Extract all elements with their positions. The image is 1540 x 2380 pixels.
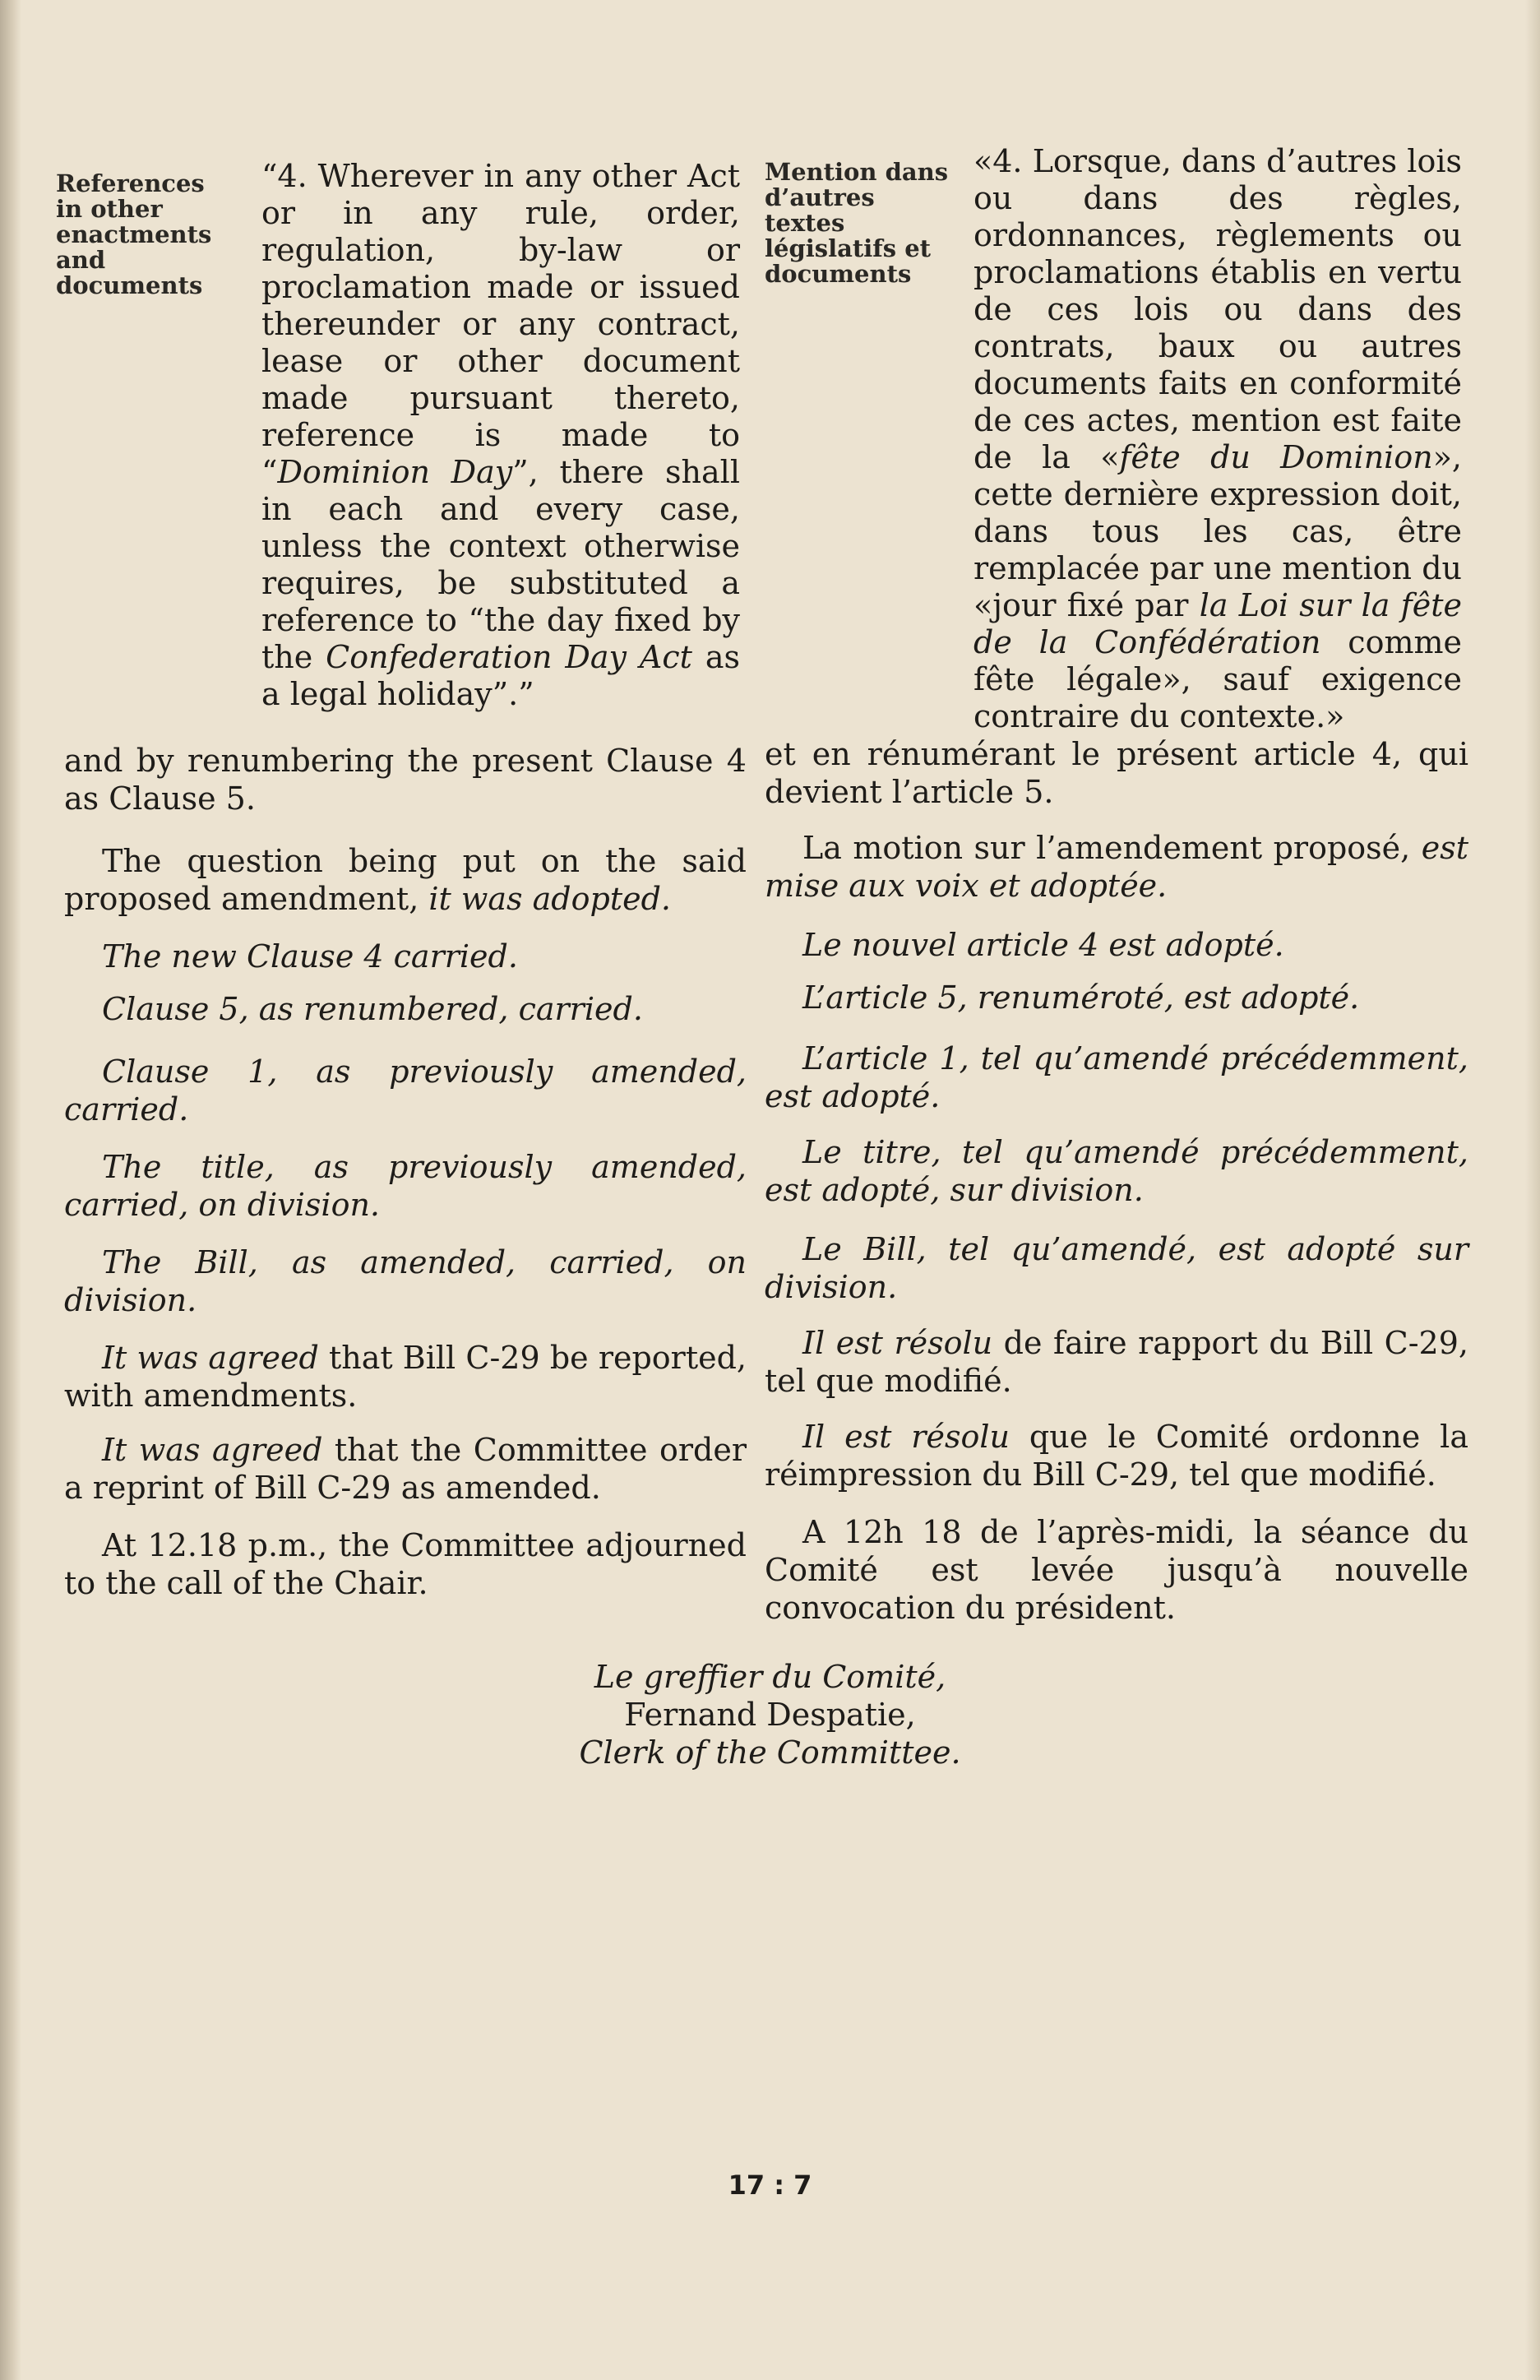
english-adjourned-paragraph: At 12.18 p.m., the Committee adjourned to the call of the Chair. [64,1527,747,1601]
english-question-text: The question being put on the said proposed amendment, [64,843,747,917]
signature-title-english: Clerk of the Committee. [579,1734,961,1771]
french-article-4-quote [973,143,1462,735]
english-agreed-prefix-2: It was agreed [102,1432,323,1468]
french-quote-text-3: comme fête légale», sauf exigence contraire du contexte.» [973,624,1463,734]
french-question-paragraph [765,829,1468,905]
english-quote-italic-2: Confederation Day Act [326,639,692,675]
english-margin-note: References in other enactments and documents [56,169,212,299]
french-adjourned-paragraph: A 12h 18 de l’après-midi, la séance du Comité est levée jusqu’à nouvelle convocation du président. [765,1514,1468,1626]
english-agreed-text-1: that Bill C-29 be reported, with amendments. [64,1340,747,1414]
english-bill-carried: The Bill, as amended, carried, on division. [64,1244,747,1318]
page-binding-shadow [0,0,21,2380]
page-number: 17 : 7 [728,2169,812,2201]
english-agreed-prefix-1: It was agreed [102,1340,319,1376]
french-quote-text-2: », cette dernière expression doit, dans tous les cas, être remplacée par une mention du «jour fixé par [973,439,1463,623]
english-clause-1-carried: Clause 1, as previously amended, carried. [64,1053,747,1127]
french-question-text: La motion sur l’amendement proposé, [802,830,1422,866]
french-clause-1-carried: L’article 1, tel qu’amendé précédemment, est adopté. [765,1040,1468,1114]
french-margin-note: Mention dans d’autres textes législatifs et documents [765,158,949,288]
signature-block [0,1658,1540,1771]
french-question-result: est mise aux voix et adoptée. [765,830,1468,904]
english-new-clause-carried: The new Clause 4 carried. [102,938,518,975]
french-agreed-reprint [765,1418,1468,1493]
english-clause-5-carried: Clause 5, as renumbered, carried. [102,991,643,1027]
french-renumber-paragraph: et en rénumérant le présent article 4, qui devient l’article 5. [765,736,1468,810]
english-clause-4-quote [261,158,740,713]
french-clause-5-carried: L’article 5, renuméroté, est adopté. [802,979,1360,1016]
english-question-result: it was adopted. [428,881,671,917]
english-quote-text-3: as a legal holiday”.” [261,639,740,712]
english-quote-italic-1: Dominion Day [277,454,513,490]
french-bill-carried: Le Bill, tel qu’amendé, est adopté sur division. [765,1231,1468,1305]
french-title-carried: Le titre, tel qu’amendé précédemment, est adopté, sur division. [765,1134,1468,1208]
signature-name: Fernand Despatie, [624,1697,916,1733]
signature-title-french: Le greffier du Comité, [594,1659,946,1695]
french-agreed-report [765,1324,1468,1400]
french-new-clause-carried: Le nouvel article 4 est adopté. [802,927,1284,963]
english-quote-text-1: “4. Wherever in any other Act or in any rule, order, regulation, by-law or proclamation made or issued thereunder or any contract, lease or other document made pursuant thereto, reference is made to “ [261,158,740,490]
french-agreed-prefix-2: Il est résolu [802,1419,1010,1455]
english-quote-text-2: ”, there shall in each and every case, unless the context otherwise requires, be substituted a reference to “the day fixed by the [261,454,740,675]
english-agreed-reprint [64,1431,747,1507]
french-agreed-text-2: que le Comité ordonne la réimpression du Bill C-29, tel que modifié. [765,1419,1468,1493]
english-question-paragraph [64,842,747,918]
french-quote-italic-2: la Loi sur la fête de la Confédération [973,587,1462,660]
english-agreed-text-2: that the Committee order a reprint of Bill C-29 as amended. [64,1432,747,1506]
french-quote-italic-1: fête du Dominion [1119,439,1433,475]
page-edge-shadow [1525,0,1540,2380]
french-agreed-text-1: de faire rapport du Bill C-29, tel que modifié. [765,1325,1468,1399]
english-renumber-paragraph: and by renumbering the present Clause 4 as Clause 5. [64,743,747,817]
french-agreed-prefix-1: Il est résolu [802,1325,993,1361]
english-title-carried: The title, as previously amended, carried, on division. [64,1149,747,1223]
english-agreed-report [64,1339,747,1415]
french-quote-text-1: «4. Lorsque, dans d’autres lois ou dans des règles, ordonnances, règlements ou proclamations établis en vertu de ces lois ou dans des contrats, baux ou autres documents faits en conformité de ces actes, mention est faite de la « [973,143,1462,475]
